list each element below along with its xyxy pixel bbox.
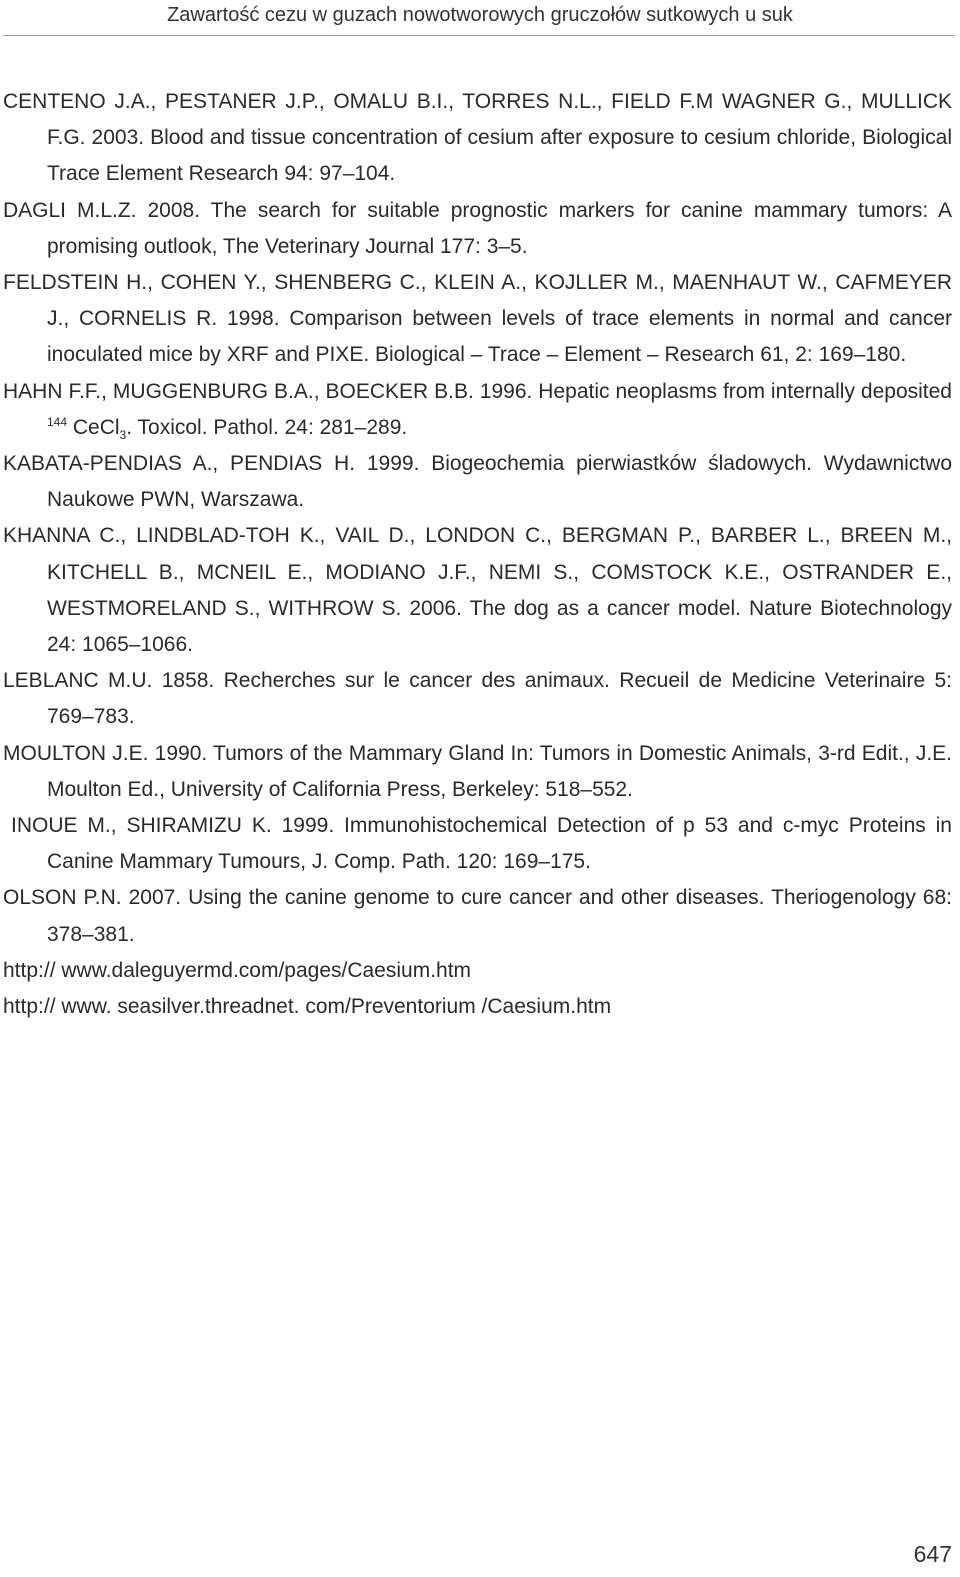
- reference-kabata-pendias: KABATA-PENDIAS A., PENDIAS H. 1999. Biogeochemia pierwiastków śladowych. Wydawnictwo Naukowe PWN, Warszawa.: [3, 452, 952, 512]
- reference-olson: OLSON P.N. 2007. Using the canine genome to cure cancer and other diseases. Theriogenology 68: 378–381.: [3, 886, 952, 946]
- reference-moulton: MOULTON J.E. 1990. Tumors of the Mammary Gland In: Tumors in Domestic Animals, 3-rd Edit., J.E. Moulton Ed., University of California Press, Berkeley: 518–552.: [3, 741, 952, 801]
- header-rule: [3, 35, 955, 36]
- isotope-superscript: 144: [47, 414, 68, 429]
- reference-hahn-compound: CeCl: [67, 415, 120, 439]
- running-head: Zawartość cezu w guzach nowotworowych gruczołów sutkowych u suk: [167, 4, 793, 26]
- reference-inoue: INOUE M., SHIRAMIZU K. 1999. Immunohistochemical Detection of p 53 and c-myc Proteins in Canine Mammary Tumours, J. Comp. Path. 120: 169–175.: [11, 814, 952, 874]
- reference-centeno: CENTENO J.A., PESTANER J.P., OMALU B.I., TORRES N.L., FIELD F.M WAGNER G., MULLICK F.G. 2003. Blood and tissue concentration of cesium after exposure to cesium chloride, Biological Trace Element Research 94: 97–104.: [3, 90, 952, 186]
- reference-hahn-after: . Toxicol. Pathol. 24: 281–289.: [126, 415, 408, 439]
- reference-feldstein: FELDSTEIN H., COHEN Y., SHENBERG C., KLEIN A., KOJLLER M., MAENHAUT W., CAFMEYER J., CORNELIS R. 1998. Comparison between levels of trace elements in normal and cancer inoculated mice by XRF and PIXE. Biological – Trace – Element – Research 61, 2: 169–180.: [3, 271, 952, 367]
- page-number: 647: [913, 1541, 952, 1567]
- reference-url-seasilver[interactable]: http:// www. seasilver.threadnet. com/Preventorium /Caesium.htm: [3, 995, 612, 1019]
- reference-hahn: [3, 374, 952, 446]
- reference-dagli: DAGLI M.L.Z. 2008. The search for suitable prognostic markers for canine mammary tumors: A promising outlook, The Veterinary Journal 177: 3–5.: [3, 198, 952, 258]
- reference-leblanc: LEBLANC M.U. 1858. Recherches sur le cancer des animaux. Recueil de Medicine Veterinaire 5: 769–783.: [3, 669, 952, 729]
- reference-url-daleguyermd[interactable]: http:// www.daleguyermd.com/pages/Caesium.htm: [3, 958, 472, 982]
- formula-subscript: 3: [119, 428, 127, 443]
- reference-list: [3, 84, 952, 1025]
- reference-hahn-before: HAHN F.F., MUGGENBURG B.A., BOECKER B.B. 1996. Hepatic neoplasms from internally deposited: [3, 379, 952, 403]
- reference-khanna: KHANNA C., LINDBLAD-TOH K., VAIL D., LONDON C., BERGMAN P., BARBER L., BREEN M., KITCHELL B., MCNEIL E., MODIANO J.F., NEMI S., COMSTOCK K.E., OSTRANDER E., WESTMORELAND S., WITHROW S. 2006. The dog as a cancer model. Nature Biotechnology 24: 1065–1066.: [3, 524, 952, 657]
